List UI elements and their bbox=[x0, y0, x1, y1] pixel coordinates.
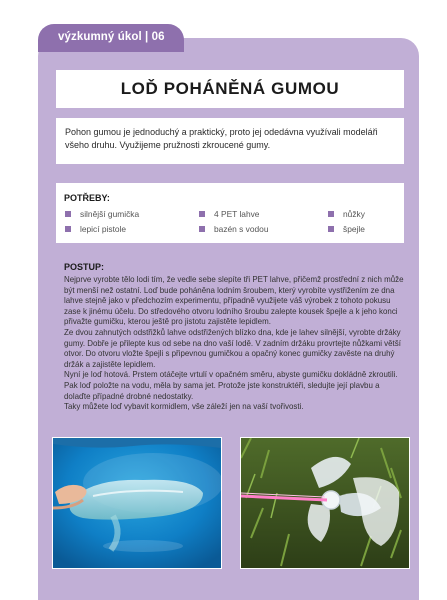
needs-heading: POTŘEBY: bbox=[64, 193, 110, 203]
procedure-paragraph: Nejprve vyrobte tělo lodi tím, že vedle sebe slepíte tři PET lahve, přičemž prostřední z nich může být menší než ostatní. Loď bude poháněna lodním šroubem, který vyrobíte vystřižením ze dna lahve stejně jako v předchozím experimentu, případně využijete váš výrobek z tohoto pokusu zase k jinému účelu. Do středového otvoru lodního šroubu zalepte kousek špejle a k jeho konci přivažte gumičku, kterou ještě pro jistotu zajistěte lepidlem. bbox=[64, 275, 404, 327]
bottle-boat-photo bbox=[52, 437, 222, 569]
page-title: LOĎ POHÁNĚNÁ GUMOU bbox=[120, 79, 340, 98]
section-tab bbox=[38, 24, 184, 52]
square-bullet-icon bbox=[65, 211, 71, 217]
intro-text: Pohon gumou je jednoduchý a praktický, proto jej odedávna využívali modeláři všeho druhu. Využijeme pružnosti zkroucené gumy. bbox=[65, 127, 378, 150]
square-bullet-icon bbox=[199, 211, 205, 217]
needs-card: POTŘEBY: silnější gumička 4 PET lahve nůžky lepicí pistole bazén s vodou špejle bbox=[56, 183, 404, 243]
procedure-paragraph: Nyní je loď hotová. Prstem otáčejte vrtulí v opačném směru, abyste gumičku dokládně zkroutili. Pak loď položte na vodu, měla by sama jet. Protože jste konstruktéři, sledujte její plavbu a dolaďte případné drobné nedostatky. bbox=[64, 370, 398, 401]
square-bullet-icon bbox=[65, 226, 71, 232]
procedure-paragraph: Ze dvou zahnutých odstřižků lahve odstřižených blízko dna, kde je lahev silnější, vyrobte držáky gumy. Dobře je přilepte kus od sebe na dno vaší lodě. V zadním držáku provrtejte nůžkami větší otvor. Do otvoru vložte špejli s připevnou gumičkou a opačný konec gumičky zavěste na druhý držák a zajistěte lepidlem. bbox=[64, 327, 401, 369]
procedure-heading: POSTUP: bbox=[64, 262, 105, 272]
intro-card bbox=[56, 118, 404, 164]
propeller-photo bbox=[240, 437, 410, 569]
square-bullet-icon bbox=[328, 211, 334, 217]
procedure-paragraph: Taky můžete loď vybavit kormidlem, vše záleží jen na vaší tvořivosti. bbox=[64, 402, 304, 412]
title-card bbox=[56, 70, 404, 108]
square-bullet-icon bbox=[199, 226, 205, 232]
section-tab-label: výzkumný úkol | 06 bbox=[58, 31, 165, 43]
square-bullet-icon bbox=[328, 226, 334, 232]
procedure-text bbox=[64, 275, 404, 413]
